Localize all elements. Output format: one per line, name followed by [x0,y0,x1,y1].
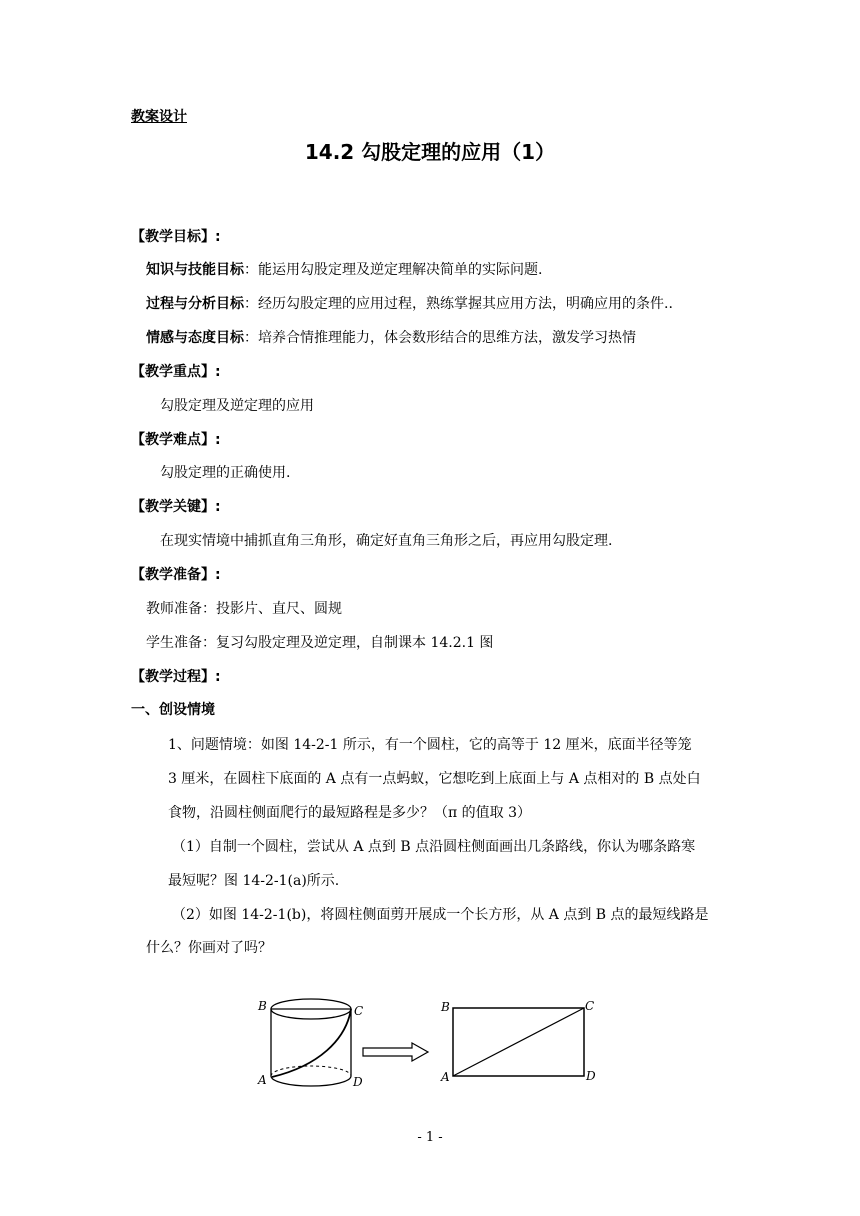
rect-label-c: C [585,999,595,1013]
cylinder-label-d: D [353,1075,363,1089]
preparation-teacher: 教师准备：投影片、直尺、圆规 [146,601,342,617]
cylinder-label-c: C [354,1004,364,1018]
cylinder-figure [257,999,363,1089]
cylinder-bottom-front [271,1076,351,1086]
cylinder-label-b: B [258,999,267,1013]
key-text: 在现实情境中捕抓直角三角形，确定好直角三角形之后，再应用勾股定理. [160,533,613,549]
section-heading-key-point: 【教学重点】: [131,364,221,380]
rect-label-b: B [441,1000,450,1014]
part2-line-1: （2）如图 14-2-1(b)，将圆柱侧面剪开展成一个长方形，从 A 点到 B 点的最短线路是 [172,907,709,923]
page-number: - 1 - [417,1130,443,1145]
section-heading-key: 【教学关键】: [131,499,221,515]
part1-line-1: （1）自制一个圆柱，尝试从 A 点到 B 点沿圆柱侧面画出几条路线，你认为哪条路寒 [172,839,696,855]
goal-skill-text: ：能运用勾股定理及逆定理解决简单的实际问题. [244,262,543,278]
part2-line-2: 什么？你画对了吗？ [146,940,272,956]
rect-label-a: A [441,1070,450,1084]
preparation-student: 学生准备：复习勾股定理及逆定理，自制课本 14.2.1 图 [146,635,494,651]
cylinder-label-a: A [258,1073,267,1087]
section-heading-goals: 【教学目标】: [131,229,221,245]
goal-attitude-label: 情感与态度目标 [146,330,244,346]
rectangle-diagonal [453,1008,584,1076]
key-point-text: 勾股定理及逆定理的应用 [160,398,314,414]
difficulty-text: 勾股定理的正确使用. [160,465,291,481]
section-heading-preparation: 【教学准备】: [131,567,221,583]
rect-label-d: D [586,1069,596,1083]
part1-line-2: 最短呢？图 14-2-1(a)所示. [168,873,340,889]
section-heading-difficulty: 【教学难点】: [131,432,221,448]
question-line-1: 1、问题情境：如图 14-2-1 所示，有一个圆柱，它的高等于 12 厘米，底面半径等笼 [168,737,692,753]
subsection-heading-scenario: 一、创设情境 [131,702,215,718]
page-title: 14.2 勾股定理的应用（1） [304,140,556,164]
section-heading-process: 【教学过程】: [131,669,221,685]
unrolled-rectangle-figure [440,999,596,1084]
goal-process-label: 过程与分析目标 [146,296,244,312]
goal-attitude-text: ：培养合情推理能力，体会数形结合的思维方法，激发学习热情 [244,330,636,346]
question-line-3: 食物，沿圆柱侧面爬行的最短路程是多少？（π 的值取 3） [168,805,532,821]
arrow-icon [363,1043,428,1061]
goal-skill-label: 知识与技能目标 [146,262,244,278]
document-label: 教案设计 [131,109,187,125]
question-line-2: 3 厘米，在圆柱下底面的 A 点有一点蚂蚁，它想吃到上底面上与 A 点相对的 B 点处白 [168,771,701,787]
goal-process-text: ：经历勾股定理的应用过程，熟练掌握其应用方法，明确应用的条件.. [244,296,673,312]
